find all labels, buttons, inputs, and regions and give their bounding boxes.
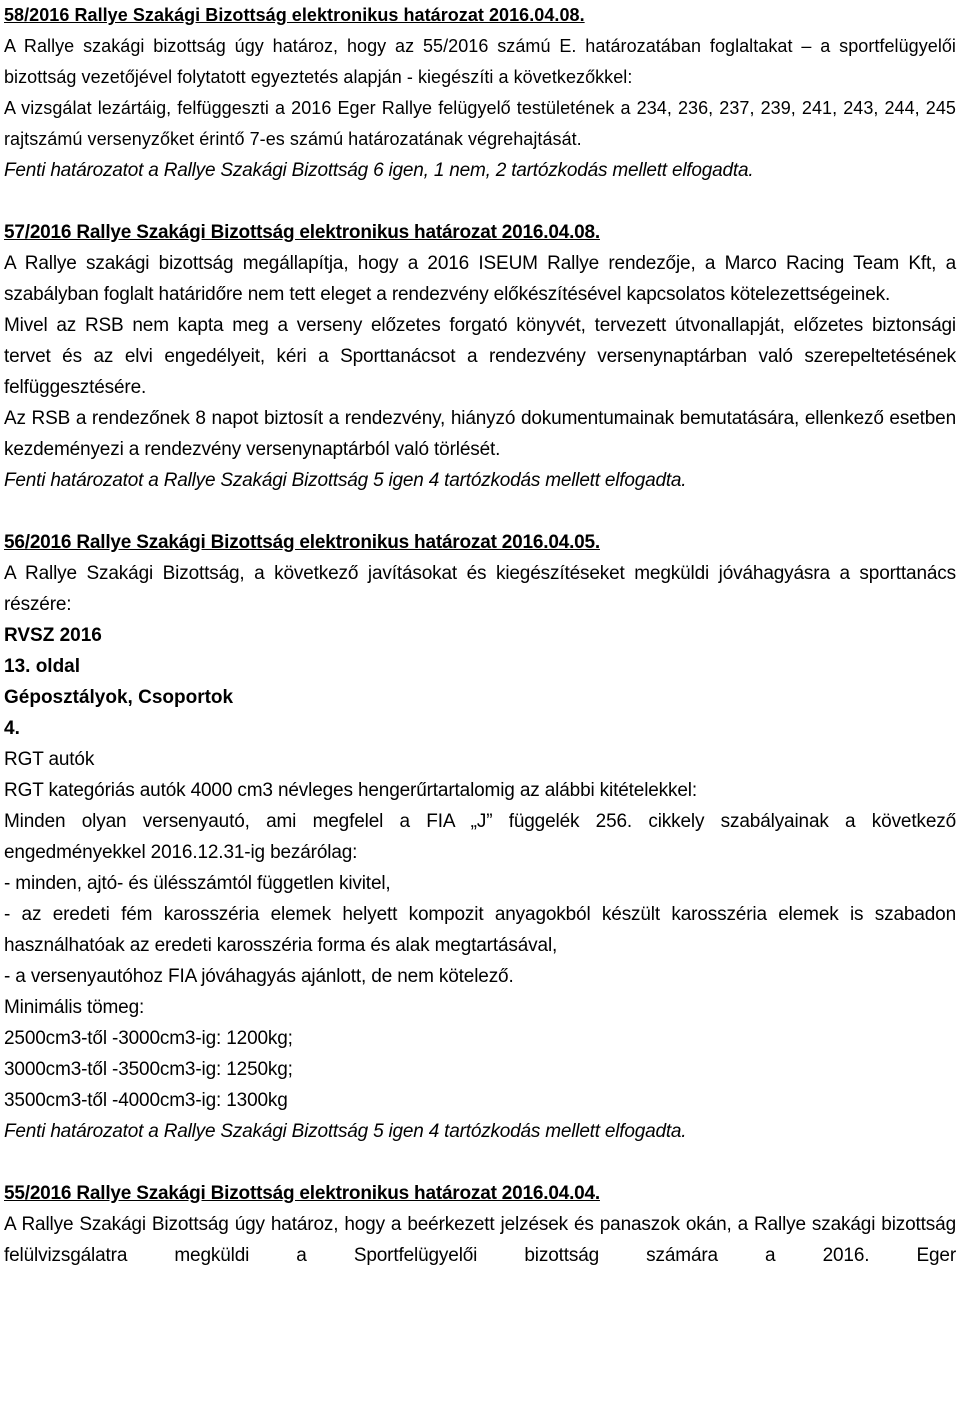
item-number: 4.: [4, 718, 20, 739]
weight-row: 3500cm3-től -4000cm3-ig: 1300kg: [4, 1090, 288, 1111]
resolution-56-intro: A Rallye Szakági Bizottság, a következő javításokat és kiegészítéseket megküldi jóváhagyásra a sporttanács részére:: [4, 563, 956, 615]
resolution-55-heading: 55/2016 Rallye Szakági Bizottság elektronikus határozat 2016.04.04.: [4, 1183, 600, 1204]
rule-item: - az eredeti fém karosszéria elemek helyett kompozit anyagokból készült karosszéria elemek is szabadon használhatóak az eredeti karosszéria forma és alak megtartásával,: [4, 904, 956, 956]
weight-row: 2500cm3-től -3000cm3-ig: 1200kg;: [4, 1028, 293, 1049]
rule-item: - minden, ajtó- és ülésszámtól független kivitel,: [4, 873, 391, 894]
resolution-55: [4, 1178, 956, 1271]
resolution-58-vote-note: Fenti határozatot a Rallye Szakági Bizottság 6 igen, 1 nem, 2 tartózkodás mellett elfogadta.: [4, 160, 754, 181]
resolution-57-heading: 57/2016 Rallye Szakági Bizottság elektronikus határozat 2016.04.08.: [4, 222, 600, 243]
resolution-58-paragraph-2: A vizsgálat lezártáig, felfüggeszti a 2016 Eger Rallye felügyelő testületének a 234, 236, 237, 239, 241, 243, 244, 245 rajtszámú versenyzőket érintő 7-es számú határozatának végrehajtását.: [4, 98, 956, 149]
page-reference: 13. oldal: [4, 656, 81, 677]
resolution-57: [4, 217, 956, 496]
document-page: [4, 0, 956, 1271]
resolution-57-paragraph-3: Az RSB a rendezőnek 8 napot biztosít a rendezvény, hiányzó dokumentumainak bemutatására, ellenkező esetben kezdeményezi a rendezvény versenynaptárból való törlését.: [4, 408, 956, 460]
rvsz-title: RVSZ 2016: [4, 625, 102, 646]
fia-requirement: Minden olyan versenyautó, ami megfelel a FIA „J” függelék 256. cikkely szabályainak a következő engedményekkel 2016.12.31-ig bezárólag:: [4, 811, 956, 863]
section-gap: [4, 1147, 956, 1178]
resolution-56: [4, 527, 956, 1147]
resolution-57-paragraph-2: Mivel az RSB nem kapta meg a verseny előzetes forgató könyvét, tervezett útvonallapját, előzetes biztonsági tervet és az elvi engedélyeit, kéri a Sporttanácsot a rendezvény versenynaptárban való szerepeltetésének felfüggesztésére.: [4, 315, 956, 398]
rule-item: - a versenyautóhoz FIA jóváhagyás ajánlott, de nem kötelező.: [4, 966, 514, 987]
resolution-57-vote-note: Fenti határozatot a Rallye Szakági Bizottság 5 igen 4 tartózkodás mellett elfogadta.: [4, 470, 687, 491]
resolution-58: [4, 0, 956, 186]
resolution-57-paragraph-1: A Rallye szakági bizottság megállapítja, hogy a 2016 ISEUM Rallye rendezője, a Marco Racing Team Kft, a szabályban foglalt határidőre nem tett eleget a rendezvény előkészítésével kapcsolatos kötelezettségeinek.: [4, 253, 956, 305]
resolution-55-paragraph-1: A Rallye Szakági Bizottság úgy határoz, hogy a beérkezett jelzések és panaszok okán, a Rallye szakági bizottság felülvizsgálatra megküldi a Sportfelügyelői bizottság számára a 2016. Eger: [4, 1214, 956, 1266]
resolution-56-vote-note: Fenti határozatot a Rallye Szakági Bizottság 5 igen 4 tartózkodás mellett elfogadta.: [4, 1121, 687, 1142]
resolution-58-heading: 58/2016 Rallye Szakági Bizottság elektronikus határozat 2016.04.08.: [4, 5, 585, 25]
min-weight-title: Minimális tömeg:: [4, 997, 145, 1018]
weight-row: 3000cm3-től -3500cm3-ig: 1250kg;: [4, 1059, 293, 1080]
section-gap: [4, 496, 956, 527]
rgt-description: RGT kategóriás autók 4000 cm3 névleges hengerűrtartalomig az alábbi kitételekkel:: [4, 780, 698, 801]
rgt-title: RGT autók: [4, 749, 95, 770]
resolution-56-heading: 56/2016 Rallye Szakági Bizottság elektronikus határozat 2016.04.05.: [4, 532, 600, 553]
section-gap: [4, 186, 956, 217]
class-groups-title: Géposztályok, Csoportok: [4, 687, 234, 708]
resolution-58-paragraph-1: A Rallye szakági bizottság úgy határoz, hogy az 55/2016 számú E. határozatában foglaltakat – a sportfelügyelői bizottság vezetőjével folytatott egyeztetés alapján - kiegészíti a következőkkel:: [4, 36, 956, 87]
